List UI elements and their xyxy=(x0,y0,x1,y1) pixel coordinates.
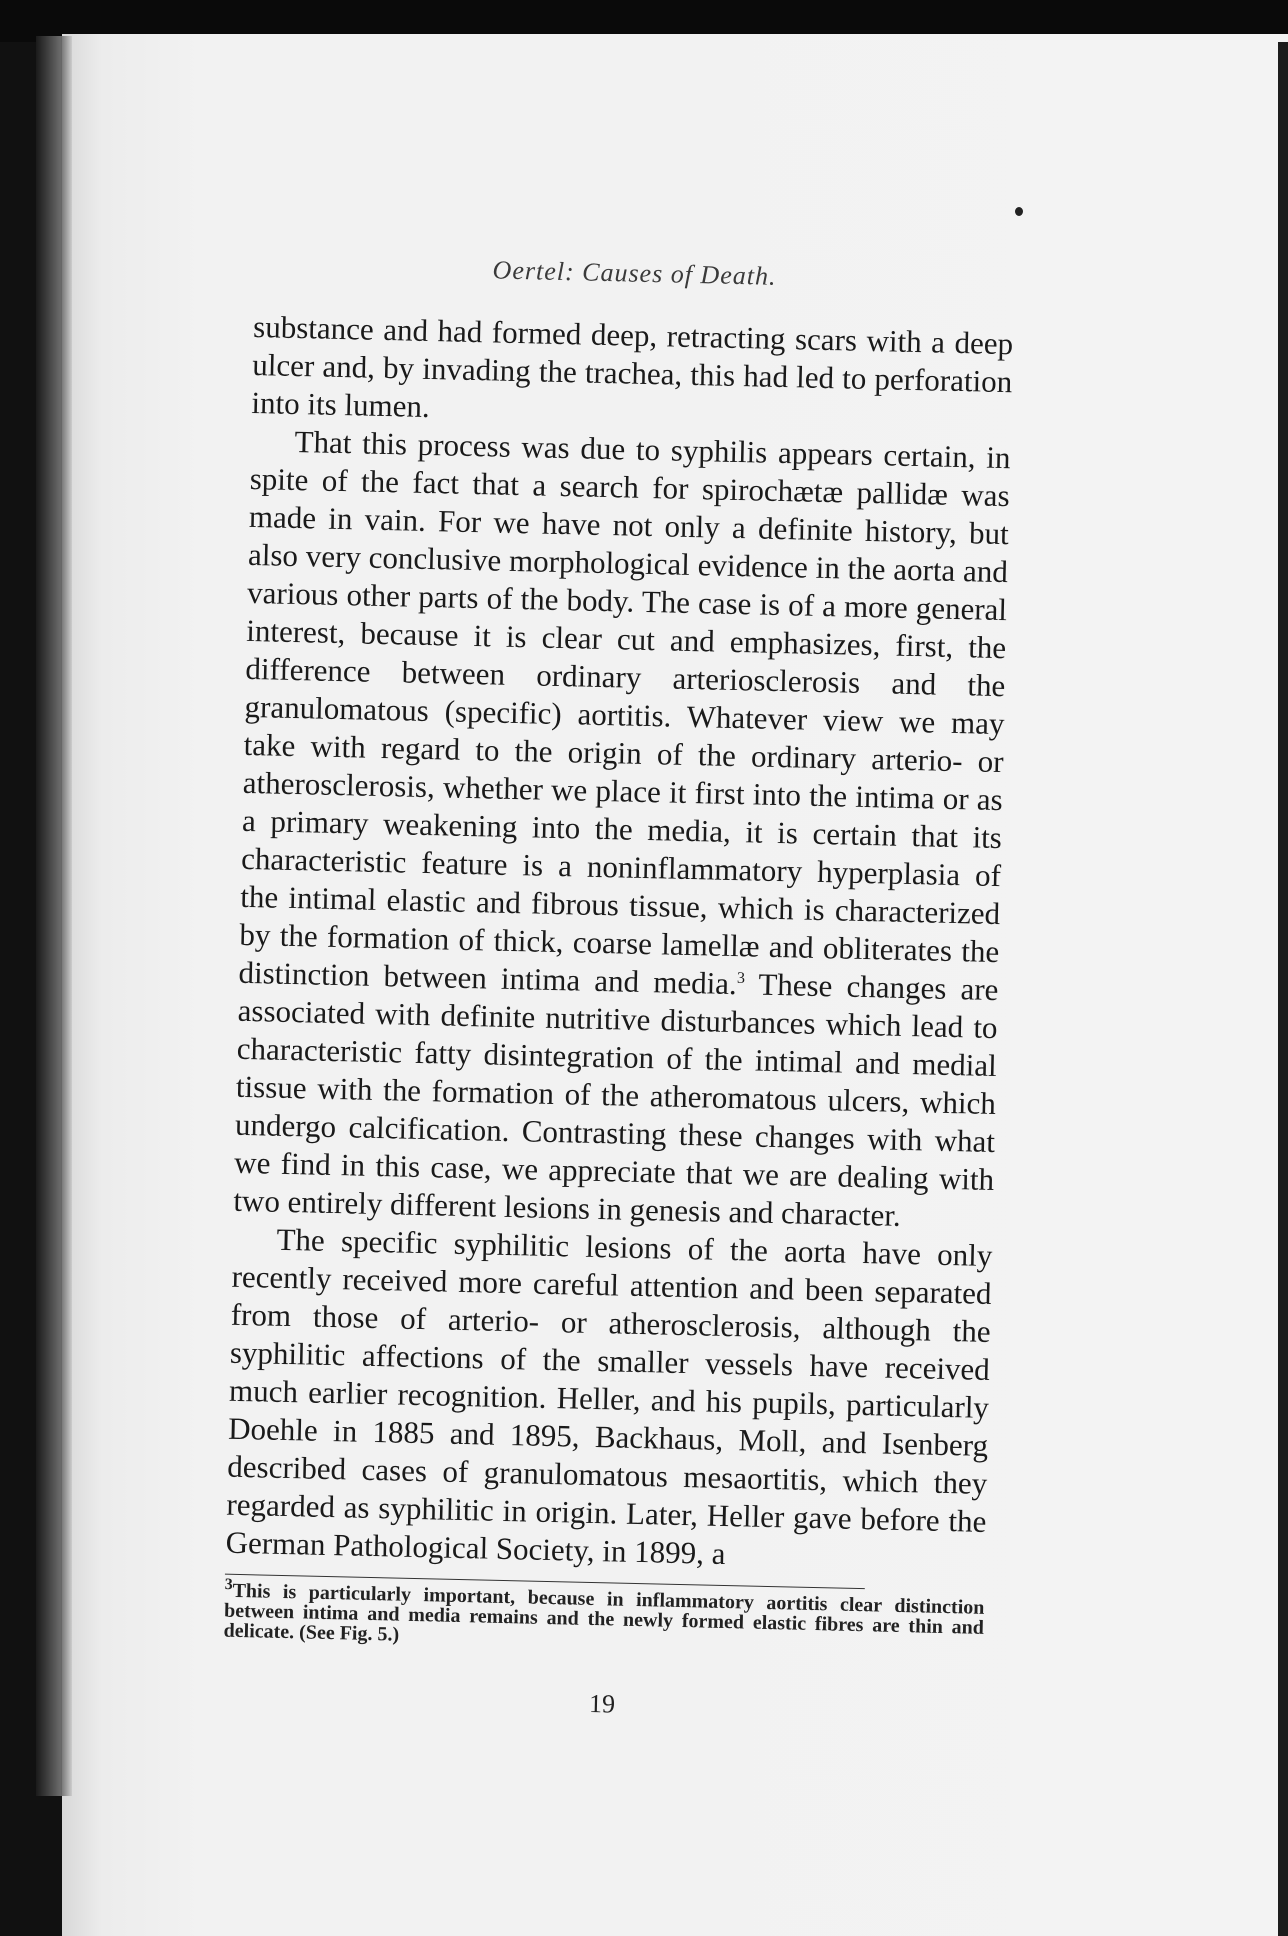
page-text-block xyxy=(222,250,1015,1728)
footnote-ref: 3 xyxy=(736,969,746,987)
footnote-marker: 3 xyxy=(224,1576,233,1594)
footnote-text: This is particularly important, because in inflammatory aortitis clear distinction between intima and media remains and the newly formed elastic fibres are thin and delicate. (See Fig. 5.) xyxy=(223,1579,985,1646)
page-number: 19 xyxy=(588,1688,616,1719)
ink-speck xyxy=(1015,207,1023,216)
paragraph-3: The specific syphilitic lesions of the aorta have only recently received more careful attention and been separated from those of arterio- or atherosclerosis, although the syphilitic affections of the smaller vessels have received much earlier recognition. Heller, and his pupils, particularly Doehle in 1885 and 1895, Backhaus, Moll, and Isenberg described cases of granulomatous mesaortitis, which they regarded as syphilitic in origin. Later, Heller gave before the German Pathological Society, in 1899, a xyxy=(225,1221,993,1572)
running-head: Oertel: Causes of Death. xyxy=(492,255,777,291)
scan-border-right xyxy=(1278,42,1288,1936)
page-binding-shadow xyxy=(36,36,72,1796)
footnote xyxy=(223,1576,985,1658)
paragraph-2 xyxy=(233,422,1011,1237)
paragraph-2-continued: These changes are associated with definite nutritive disturbances which lead to characteristic fatty disintegration of the intimal and medial tissue with the formation of the atheromatous ulcers, which undergo calcification. Contrasting these changes with what we find in this case, we appreciate that we are dealing with two entirely different lesions in genesis and character. xyxy=(233,966,999,1233)
paragraph-2-text: That this process was due to syphilis appears certain, in spite of the fact that a search for spirochætæ pallidæ was made in vain. For we have not only a definite history, but also very conclusive morphological evidence in the aorta and various other parts of the body. The case is of a more general interest, because it is clear cut and emphasizes, first, the difference between ordinary arteriosclerosis and the granulomatous (specific) aortitis. Whatever view we may take with regard to the origin of the ordinary arterio- or atherosclerosis, whether we place it first into the intima or as a primary weakening into the media, it is certain that its characteristic feature is a noninflammatory hyperplasia of the intimal elastic and fibrous tissue, which is characterized by the formation of thick, coarse lamellæ and obliterates the distinction between intima and media. xyxy=(238,423,1011,1002)
paragraph-1: substance and had formed deep, retracting scars with a deep ulcer and, by invading the trachea, this had led to perforation into its lumen. xyxy=(251,308,1014,425)
body-text xyxy=(225,308,1013,1579)
